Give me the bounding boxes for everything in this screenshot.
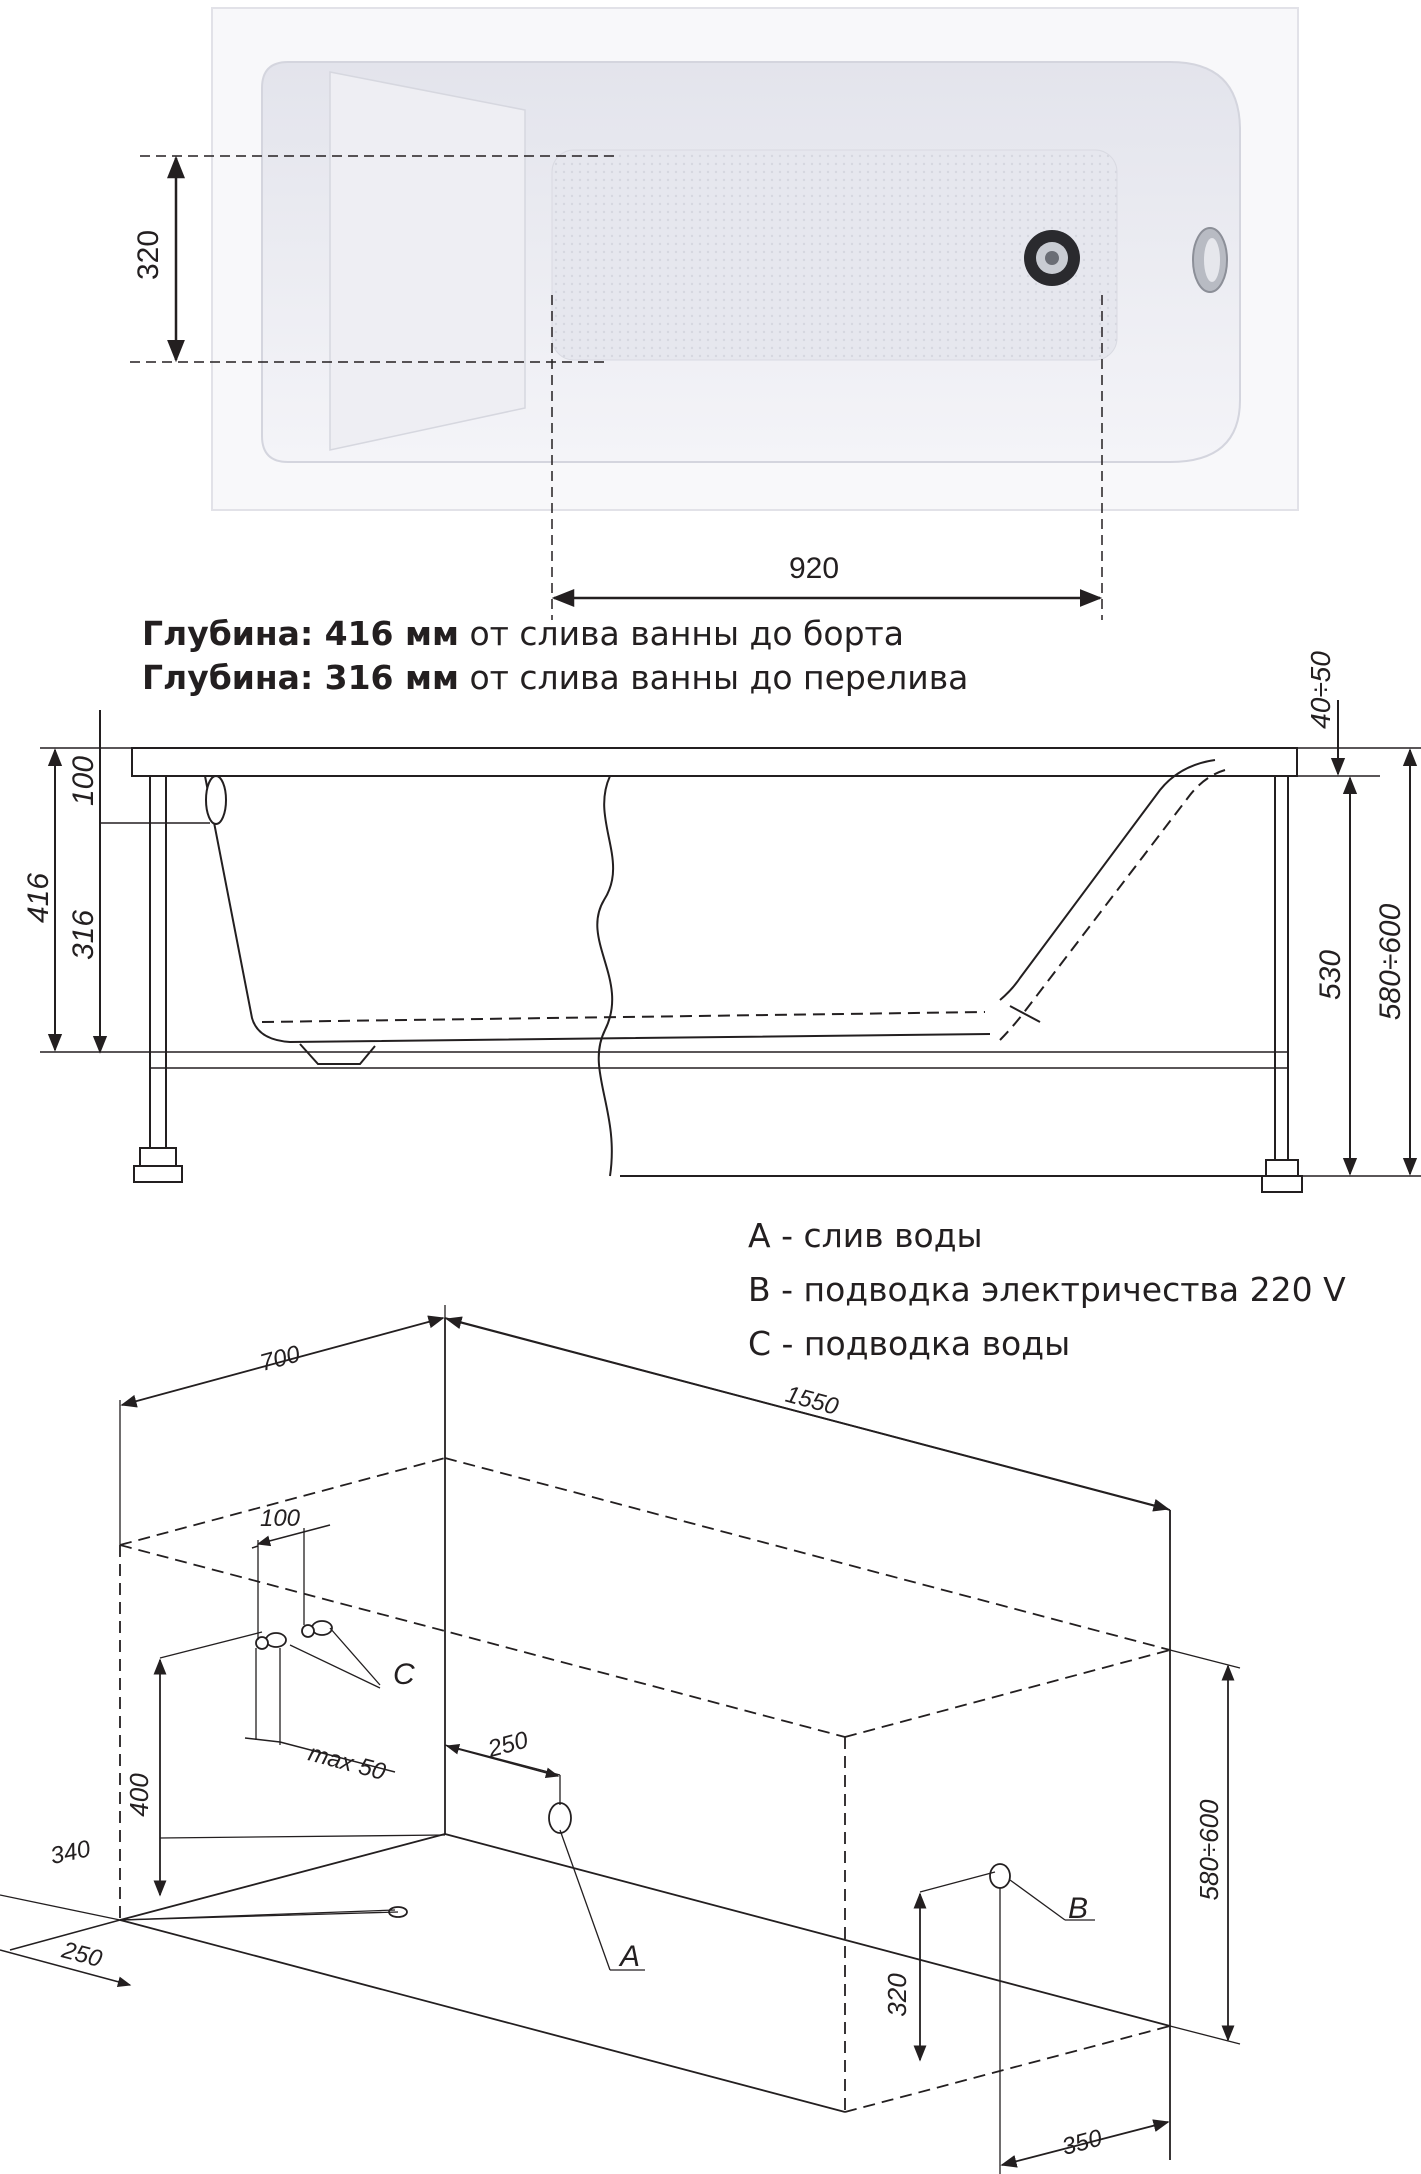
legend-a: A - слив воды bbox=[748, 1216, 983, 1255]
depth-line-1-rest: от слива ванны до борта bbox=[458, 614, 904, 653]
iso-view bbox=[0, 1305, 1240, 2174]
dim-100-side: 100 bbox=[67, 755, 100, 807]
tub-top-view bbox=[212, 8, 1298, 510]
dim-400: 400 bbox=[124, 1773, 154, 1817]
legend-c: C - подводка воды bbox=[748, 1324, 1071, 1363]
dim-530: 530 bbox=[1314, 949, 1347, 1001]
side-view bbox=[40, 700, 1421, 1192]
dim-max50: max 50 bbox=[305, 1739, 389, 1786]
label-c: C bbox=[393, 1658, 415, 1691]
dim-580-600-iso: 580÷600 bbox=[1194, 1799, 1224, 1901]
dim-340: 340 bbox=[48, 1835, 93, 1871]
label-a: A bbox=[620, 1940, 641, 1973]
dim-width-320: 320 bbox=[132, 229, 165, 281]
overflow-icon bbox=[1193, 228, 1227, 292]
dim-100-iso: 100 bbox=[259, 1505, 301, 1532]
dim-350: 350 bbox=[1059, 2124, 1105, 2161]
legend-b: B - подводка электричества 220 V bbox=[748, 1270, 1346, 1309]
dim-length-920: 920 bbox=[788, 552, 840, 585]
label-b: B bbox=[1068, 1892, 1089, 1925]
depth-line-1-bold: Глубина: 416 мм bbox=[142, 614, 459, 653]
dim-250-floor: 250 bbox=[59, 1936, 105, 1973]
depth-line-2-rest: от слива ванны до перелива bbox=[458, 658, 969, 697]
drain-icon bbox=[1024, 230, 1080, 286]
depth-line-1 bbox=[142, 612, 904, 656]
dim-320-iso: 320 bbox=[882, 1973, 912, 2017]
depth-line-2-bold: Глубина: 316 мм bbox=[142, 658, 459, 697]
dim-250-drain: 250 bbox=[485, 1726, 531, 1763]
depth-line-2 bbox=[142, 656, 968, 700]
dim-700: 700 bbox=[257, 1340, 303, 1377]
dim-580-600-side: 580÷600 bbox=[1374, 903, 1407, 1021]
dim-316: 316 bbox=[67, 909, 100, 961]
dim-40-50: 40÷50 bbox=[1305, 651, 1336, 729]
dim-416: 416 bbox=[22, 872, 55, 924]
dim-1550: 1550 bbox=[782, 1380, 842, 1421]
